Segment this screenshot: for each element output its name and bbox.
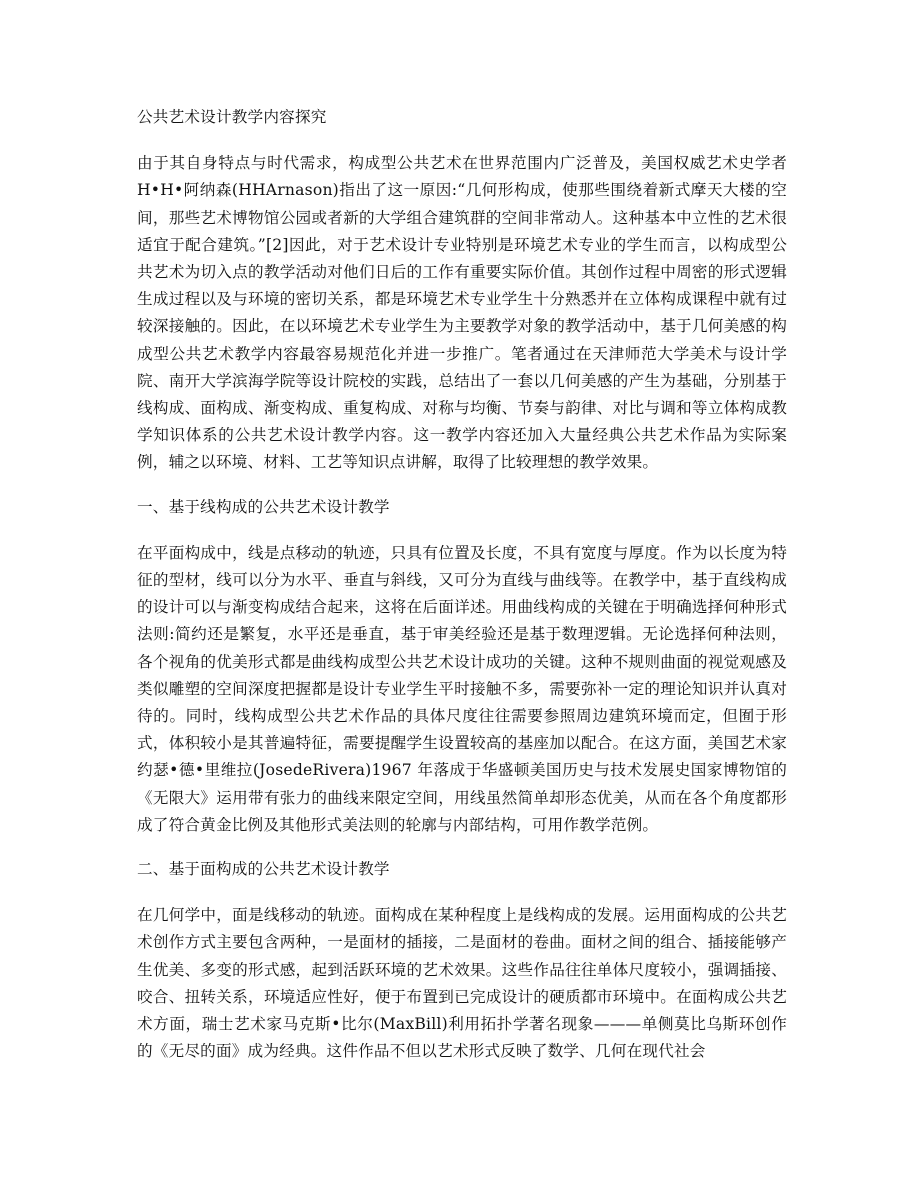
section-text-line-composition: 在平面构成中，线是点移动的轨迹，只具有位置及长度，不具有宽度与厚度。作为以长度为特征的型材，线可以分为水平、垂直与斜线，又可分为直线与曲线等。在教学中，基于直线构成的设计可以与渐变构成结合起来，这将在后面详述。用曲线构成的关键在于明确选择何种形式法则:简约还是繁复，水平还是垂直，基于审美经验还是基于数理逻辑。无论选择何种法则，各个视角的优美形式都是曲线构成型公共艺术设计成功的关键。这种不规则曲面的视觉观感及类似雕塑的空间深度把握都是设计专业学生平时接触不多，需要弥补一定的理论知识并认真对待的。同时，线构成型公共艺术作品的具体尺度往往需要参照周边建筑环境而定，但囿于形式，体积较小是其普遍特征，需要提醒学生设置较高的基座加以配合。在这方面，美国艺术家约瑟•德•里维拉(JosedeRivera)1967 年落成于华盛顿美国历史与技术发展史国家博物馆的《无限大》运用带有张力的曲线来限定空间，用线虽然简单却形态优美，从而在各个角度都形成了符合黄金比例及其他形式美法则的轮廓与内部结构，可用作教学范例。 <box>137 543 787 834</box>
section-heading-surface-composition: 二、基于面构成的公共艺术设计教学 <box>137 860 390 879</box>
section-heading-line-composition: 一、基于线构成的公共艺术设计教学 <box>137 497 390 516</box>
intro-paragraph: 由于其自身特点与时代需求，构成型公共艺术在世界范围内广泛普及，美国权威艺术史学者 H•H•阿纳森(HHArnason)指出了这一原因:“几何形构成，使那些围绕着新式摩天大楼的空间，那些艺术博物馆公园或者新的大学组合建筑群的空间非常动人。这种基本中立性的艺术很适宜于配合建筑。”[2]因此，对于艺术设计专业特别是环境艺术专业的学生而言，以构成型公共艺术为切入点的教学活动对他们日后的工作有重要实际价值。其创作过程中周密的形式逻辑生成过程以及与环境的密切关系，都是环境艺术专业学生十分熟悉并在立体构成课程中就有过较深接触的。因此，在以环境艺术专业学生为主要教学对象的教学活动中，基于几何美感的构成型公共艺术教学内容最容易规范化并进一步推广。笔者通过在天津师范大学美术与设计学院、南开大学滨海学院等设计院校的实践，总结出了一套以几何美感的产生为基础，分别基于线构成、面构成、渐变构成、重复构成、对称与均衡、节奏与韵律、对比与调和等立体构成教学知识体系的公共艺术设计教学内容。这一教学内容还加入大量经典公共艺术作品为实际案例，辅之以环境、材料、工艺等知识点讲解，取得了比较理想的教学效果。 <box>137 154 787 472</box>
document-title: 公共艺术设计教学内容探究 <box>137 108 327 126</box>
document-page <box>137 104 787 1083</box>
section-text-surface-composition: 在几何学中，面是线移动的轨迹。面构成在某种程度上是线构成的发展。运用面构成的公共艺术创作方式主要包含两种，一是面材的插接，二是面材的卷曲。面材之间的组合、插接能够产生优美、多变的形式感，起到活跃环境的艺术效果。这些作品往往单体尺度较小，强调插接、咬合、扭转关系，环境适应性好，便于布置到已完成设计的硬质都市环境中。在面构成公共艺术方面，瑞士艺术家马克斯•比尔(MaxBill)利用拓扑学著名现象———单侧莫比乌斯环创作的《无尽的面》成为经典。这件作品不但以艺术形式反映了数学、几何在现代社会 <box>137 906 787 1061</box>
